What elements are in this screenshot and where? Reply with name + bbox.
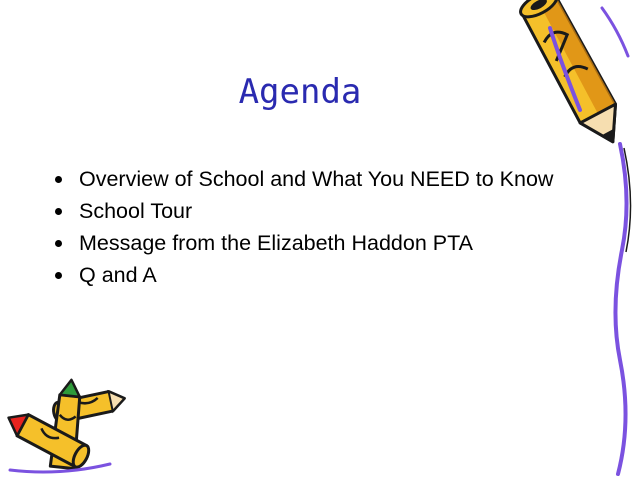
bullet-text: School Tour [79, 199, 193, 223]
bullet-text: Message from the Elizabeth Haddon PTA [79, 231, 473, 255]
bullet-dot-icon [55, 208, 62, 215]
decorative-line-icon [592, 140, 638, 478]
bullet-list [52, 166, 572, 294]
bullet-item [52, 198, 572, 225]
bullet-item [52, 262, 572, 289]
bullet-dot-icon [55, 240, 62, 247]
bullet-text: Q and A [79, 263, 157, 287]
bullet-item [52, 166, 572, 193]
bullet-item [52, 230, 572, 257]
bullet-text: Overview of School and What You NEED to Know [79, 167, 554, 191]
bullet-dot-icon [55, 176, 62, 183]
pencil-icon [520, 0, 638, 160]
slide-title: Agenda [238, 72, 362, 112]
crayons-icon [0, 372, 140, 478]
bullet-dot-icon [55, 272, 62, 279]
